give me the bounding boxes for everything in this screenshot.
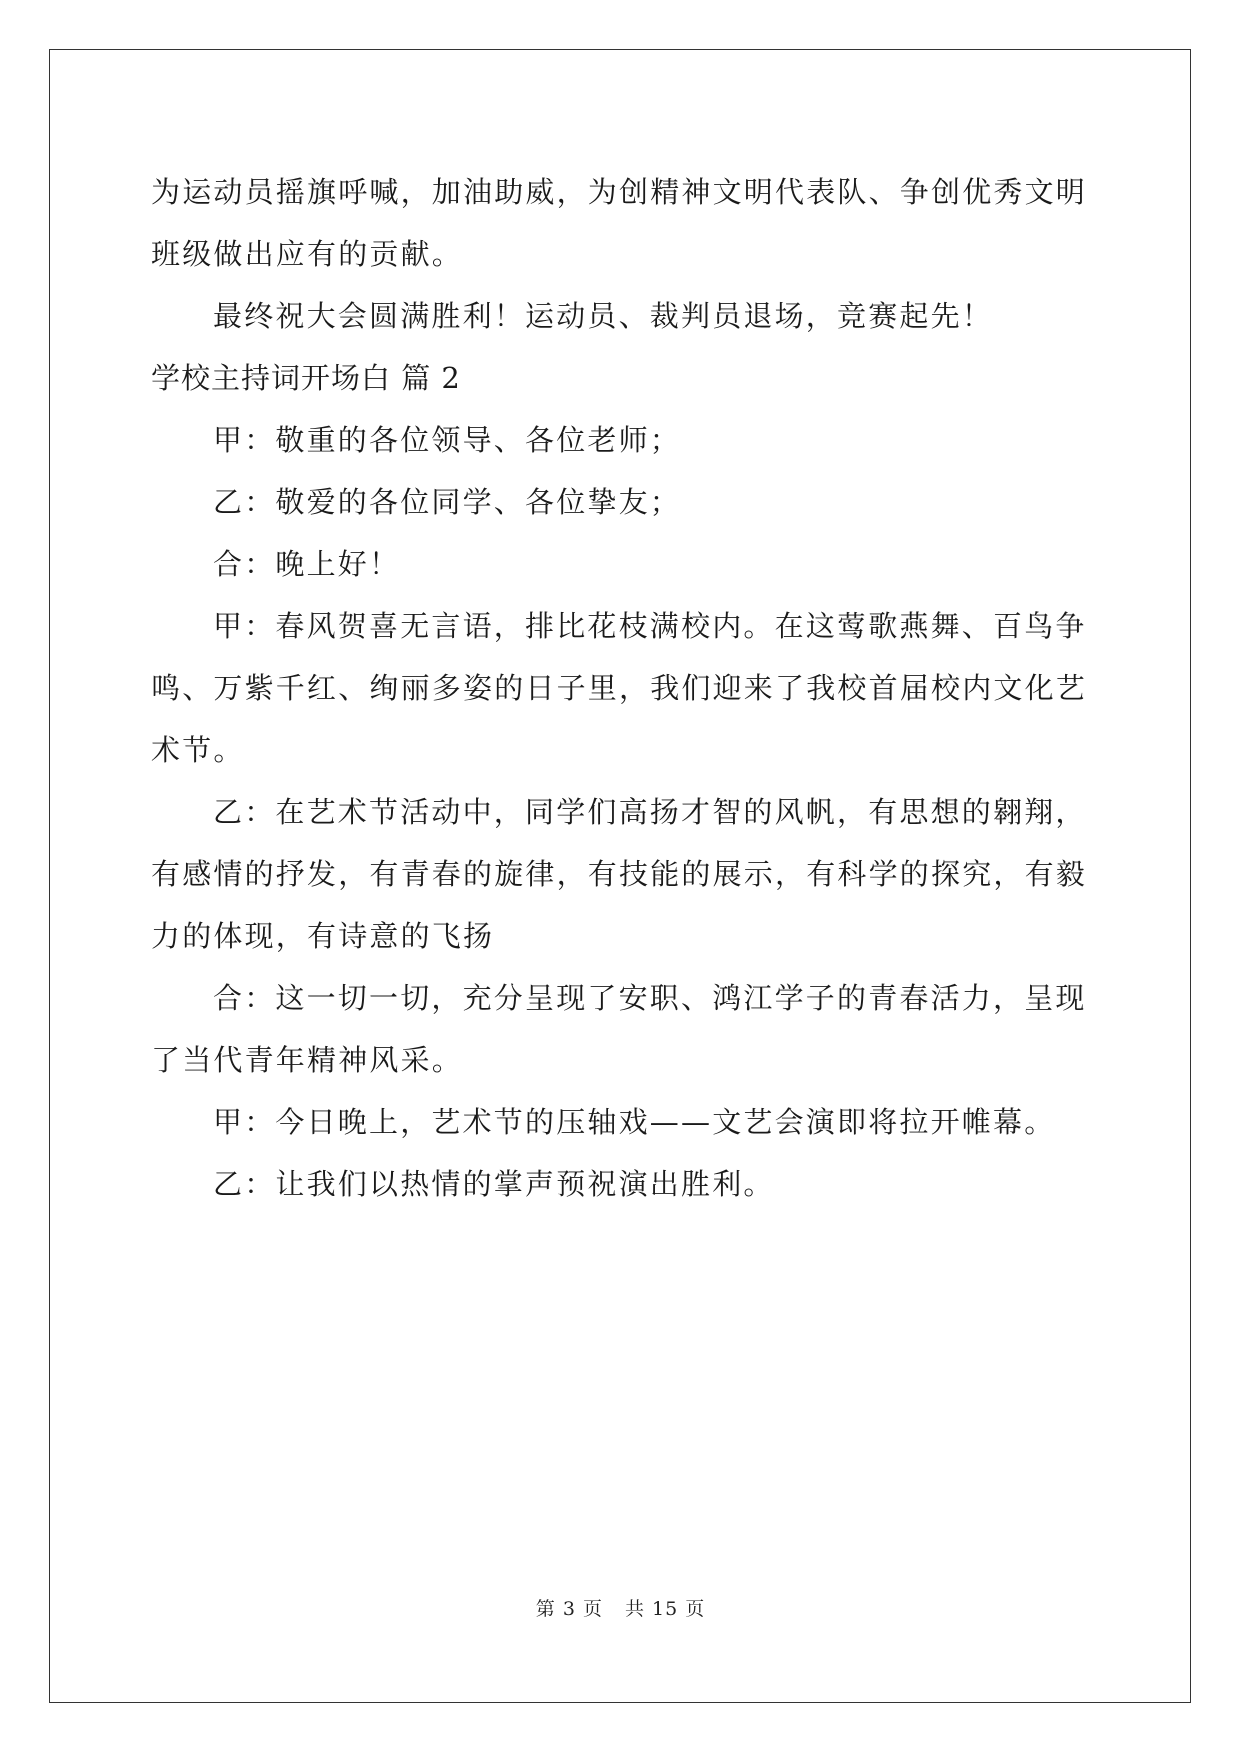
text-line: 乙：让我们以热情的掌声预祝演出胜利。 [213, 1167, 775, 1201]
text-line: 甲：今日晚上，艺术节的压轴戏——文艺会演即将拉开帷幕。 [213, 1105, 1056, 1139]
text-line: 为运动员摇旗呼喊，加油助威，为创精神文明代表队、争创优秀文明 [151, 175, 1088, 209]
document-body [151, 161, 1091, 1215]
text-line: 甲：敬重的各位领导、各位老师； [213, 423, 682, 457]
text-line: 班级做出应有的贡献。 [151, 237, 464, 271]
page-footer [0, 1594, 1241, 1621]
text-line: 合：晚上好！ [213, 547, 401, 581]
text-line: 乙：在艺术节活动中，同学们高扬才智的风帆，有思想的翱翔， [213, 795, 1087, 829]
text-line: 乙：敬爱的各位同学、各位挚友； [213, 485, 682, 519]
page-number: 第 3 页 [535, 1598, 603, 1620]
text-line: 合：这一切一切，充分呈现了安职、鸿江学子的青春活力，呈现 [213, 981, 1087, 1015]
text-line: 最终祝大会圆满胜利！运动员、裁判员退场，竞赛起先！ [213, 299, 994, 333]
text-line: 甲：春风贺喜无言语，排比花枝满校内。在这莺歌燕舞、百鸟争 [213, 609, 1087, 643]
text-line: 术节。 [151, 733, 245, 767]
page-total: 共 15 页 [624, 1598, 706, 1620]
text-line: 有感情的抒发，有青春的旋律，有技能的展示，有科学的探究，有毅 [151, 857, 1088, 891]
section-heading: 学校主持词开场白 篇 2 [151, 361, 461, 395]
text-line: 了当代青年精神风采。 [151, 1043, 464, 1077]
text-line: 鸣、万紫千红、绚丽多姿的日子里，我们迎来了我校首届校内文化艺 [151, 671, 1088, 705]
text-line: 力的体现，有诗意的飞扬 [151, 919, 495, 953]
